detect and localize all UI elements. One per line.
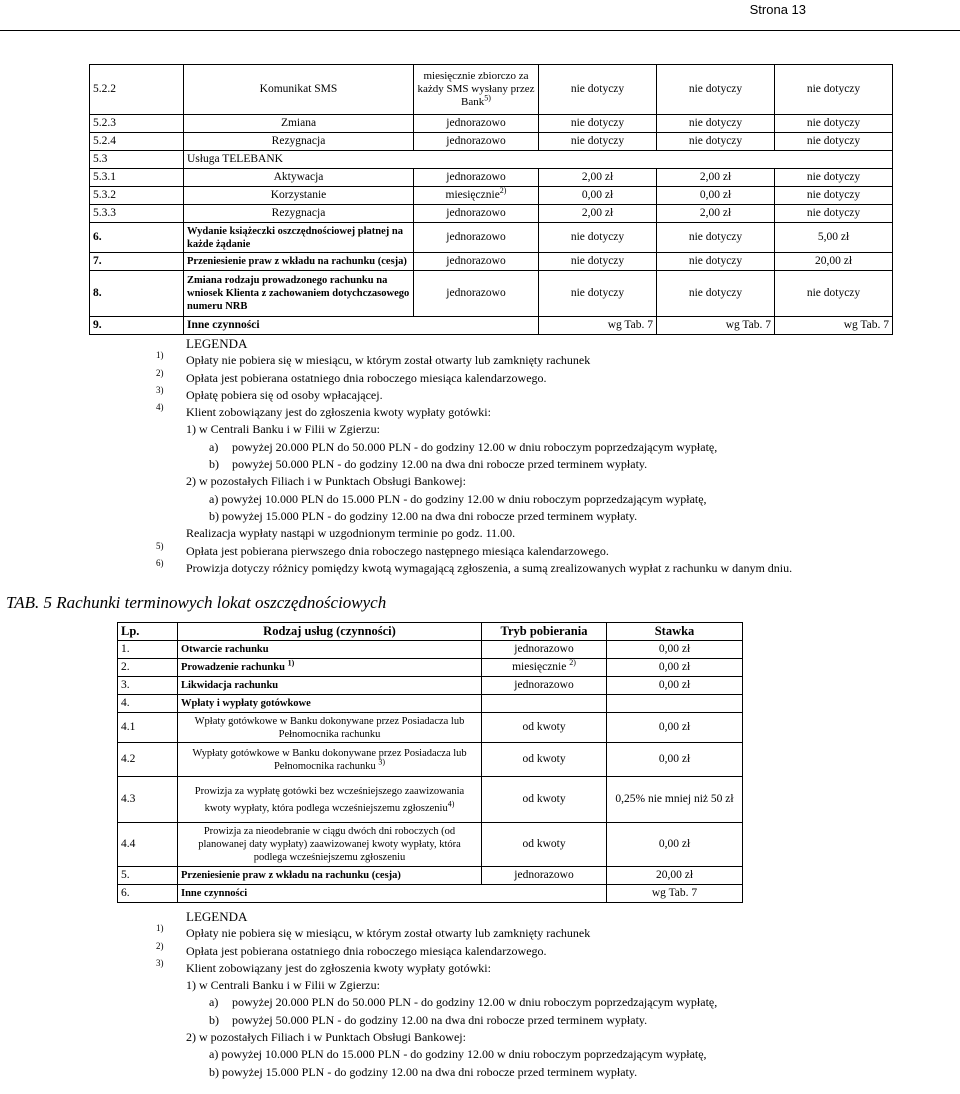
- footnote-ref: 2): [499, 186, 507, 196]
- lp-cell: 5.3.3: [90, 205, 184, 223]
- mode-cell: [482, 659, 607, 677]
- table-row: [118, 677, 743, 695]
- legend-text: Opłata jest pobierana ostatniego dnia roboczego miesiąca kalendarzowego.: [186, 943, 547, 958]
- table-row: [90, 133, 893, 151]
- footnote-ref: 5): [484, 93, 491, 103]
- lp-cell: 3.: [118, 677, 178, 695]
- lp-cell: 6.: [90, 223, 184, 253]
- table-header-row: [118, 623, 743, 641]
- legend-subitem: 2) w pozostałych Filiach i w Punktach Obsługi Bankowej:: [186, 474, 466, 489]
- lp-cell: 2.: [118, 659, 178, 677]
- table-row: [118, 777, 743, 823]
- value-cell: nie dotyczy: [775, 187, 893, 205]
- legend-text: powyżej 50.000 PLN - do godziny 12.00 na dwa dni robocze przed terminem wypłaty.: [232, 457, 648, 472]
- value-cell: nie dotyczy: [539, 253, 657, 271]
- mode-cell: jednorazowo: [414, 205, 539, 223]
- service-cell: [178, 659, 482, 677]
- service-text: Prowadzenie rachunku: [181, 662, 285, 673]
- mode-cell: jednorazowo: [414, 169, 539, 187]
- table-row: [90, 271, 893, 317]
- value-cell: 20,00 zł: [775, 253, 893, 271]
- legend-text: Prowizja dotyczy różnicy pomiędzy kwotą wymagającą zgłoszenia, a sumą zrealizowanych wypłat z rachunku w danym dniu.: [186, 560, 793, 575]
- legend-text: powyżej 20.000 PLN do 50.000 PLN - do godziny 12.00 w dniu roboczym poprzedzającym wypłatę,: [232, 995, 718, 1010]
- table-row: [118, 659, 743, 677]
- legend-item: [156, 404, 956, 421]
- mode-cell: jednorazowo: [414, 223, 539, 253]
- list-letter: a): [209, 995, 219, 1010]
- lp-cell: 4.2: [118, 743, 178, 777]
- value-cell: nie dotyczy: [657, 65, 775, 115]
- table-row: [118, 885, 743, 903]
- value-cell: nie dotyczy: [775, 115, 893, 133]
- legend-text: Opłata jest pobierana pierwszego dnia roboczego następnego miesiąca kalendarzowego.: [186, 543, 609, 558]
- service-cell: Inne czynności: [184, 317, 414, 335]
- value-cell: 5,00 zł: [775, 223, 893, 253]
- mode-text: miesięcznie zbiorczo za każdy SMS wysłany przez Bank: [417, 70, 535, 108]
- legend-subitem: [156, 1012, 956, 1029]
- mode-cell: jednorazowo: [482, 867, 607, 885]
- footnote-marker: 1): [156, 350, 164, 361]
- footnote-marker: 6): [156, 557, 164, 568]
- lp-cell: 6.: [118, 885, 178, 903]
- value-cell: nie dotyczy: [657, 271, 775, 317]
- value-cell: nie dotyczy: [539, 223, 657, 253]
- service-cell: Rezygnacja: [184, 205, 414, 223]
- legend-text: powyżej 20.000 PLN do 50.000 PLN - do godziny 12.00 w dniu roboczym poprzedzającym wypłatę,: [232, 439, 718, 454]
- list-letter: a): [209, 439, 219, 454]
- value-cell: wg Tab. 7: [539, 317, 657, 335]
- mode-cell: jednorazowo: [482, 677, 607, 695]
- table-row: [90, 169, 893, 187]
- mode-text: miesięcznie: [445, 189, 500, 201]
- rate-cell: [607, 695, 743, 713]
- table-row: [90, 65, 893, 115]
- service-cell: Aktywacja: [184, 169, 414, 187]
- rate-cell: 20,00 zł: [607, 867, 743, 885]
- legend-item: [156, 940, 956, 960]
- footnote-marker: 2): [156, 940, 164, 951]
- rate-cell: wg Tab. 7: [607, 885, 743, 903]
- legend-item: [156, 957, 956, 977]
- legend-subitem: b) powyżej 15.000 PLN - do godziny 12.00 na dwa dni robocze przed terminem wypłaty.: [209, 1064, 638, 1079]
- service-text: Prowizja za wypłatę gotówki bez wcześniejszego zaawizowania kwoty wypłaty, która podlega wcześniejszemu zgłoszeniu: [194, 785, 465, 814]
- rate-cell: 0,00 zł: [607, 677, 743, 695]
- legend-text: Klient zobowiązany jest do zgłoszenia kwoty wypłaty gotówki:: [186, 960, 491, 975]
- legend-subitem: a) powyżej 10.000 PLN do 15.000 PLN - do godziny 12.00 w dniu roboczym poprzedzającym wypłatę,: [209, 491, 707, 506]
- mode-cell: od kwoty: [482, 823, 607, 867]
- mode-text: miesięcznie: [512, 661, 567, 673]
- table-row: [90, 151, 893, 169]
- table-row: [118, 695, 743, 713]
- table-row: [90, 115, 893, 133]
- service-cell: Zmiana: [184, 115, 414, 133]
- footnote-marker: 1): [156, 923, 164, 934]
- lp-cell: 5.3: [90, 151, 184, 169]
- value-cell: nie dotyczy: [539, 115, 657, 133]
- mode-cell: [482, 885, 607, 903]
- legend-subitem: [156, 994, 956, 1011]
- col-header-rate: Stawka: [607, 623, 743, 641]
- legend-text: Opłatę pobiera się od osoby wpłacającej.: [186, 387, 383, 402]
- lp-cell: 9.: [90, 317, 184, 335]
- value-cell: 2,00 zł: [657, 205, 775, 223]
- mode-cell: od kwoty: [482, 713, 607, 743]
- mode-cell: jednorazowo: [482, 641, 607, 659]
- table-row: [90, 253, 893, 271]
- rate-cell: 0,25% nie mniej niż 50 zł: [607, 777, 743, 823]
- mode-cell: jednorazowo: [414, 253, 539, 271]
- service-cell: Przeniesienie praw z wkładu na rachunku (cesja): [178, 867, 482, 885]
- table-row: [118, 713, 743, 743]
- rate-cell: 0,00 zł: [607, 641, 743, 659]
- legend-1: [156, 335, 956, 577]
- value-cell: 0,00 zł: [539, 187, 657, 205]
- lp-cell: 7.: [90, 253, 184, 271]
- rate-cell: 0,00 zł: [607, 659, 743, 677]
- service-cell: Korzystanie: [184, 187, 414, 205]
- table-row: [118, 641, 743, 659]
- lp-cell: 5.2.2: [90, 65, 184, 115]
- legend-subitem: Realizacja wypłaty nastąpi w uzgodnionym terminie po godz. 11.00.: [186, 526, 516, 541]
- mode-cell: jednorazowo: [414, 133, 539, 151]
- mode-cell: [414, 317, 539, 335]
- footnote-marker: 2): [156, 367, 164, 378]
- table-row: [118, 867, 743, 885]
- lp-cell: 4.: [118, 695, 178, 713]
- legend-text: Opłaty nie pobiera się w miesiącu, w którym został otwarty lub zamknięty rachunek: [186, 926, 591, 941]
- mode-cell: od kwoty: [482, 777, 607, 823]
- service-cell: Likwidacja rachunku: [178, 677, 482, 695]
- value-cell: nie dotyczy: [539, 65, 657, 115]
- service-text: Wypłaty gotówkowe w Banku dokonywane przez Posiadacza lub Pełnomocnika rachunku: [192, 747, 467, 772]
- value-cell: nie dotyczy: [775, 133, 893, 151]
- lp-cell: 5.3.2: [90, 187, 184, 205]
- tab5-fee-table: [117, 622, 743, 903]
- lp-cell: 5.: [118, 867, 178, 885]
- legend-text: Opłata jest pobierana ostatniego dnia roboczego miesiąca kalendarzowego.: [186, 370, 547, 385]
- col-header-service: Rodzaj usług (czynności): [178, 623, 482, 641]
- col-header-mode: Tryb pobierania: [482, 623, 607, 641]
- legend-subitem: 2) w pozostałych Filiach i w Punktach Obsługi Bankowej:: [186, 1030, 466, 1045]
- table-row: [90, 187, 893, 205]
- legend-subitem: 1) w Centrali Banku i w Filii w Zgierzu:: [186, 978, 380, 993]
- lp-cell: 1.: [118, 641, 178, 659]
- lp-cell: 8.: [90, 271, 184, 317]
- service-cell: [178, 777, 482, 823]
- mode-cell: jednorazowo: [414, 115, 539, 133]
- value-cell: 2,00 zł: [539, 205, 657, 223]
- lp-cell: 5.3.1: [90, 169, 184, 187]
- table-row: [90, 317, 893, 335]
- value-cell: nie dotyczy: [539, 271, 657, 317]
- legend-item: [156, 367, 956, 387]
- header-divider: [0, 30, 960, 31]
- mode-cell: od kwoty: [482, 743, 607, 777]
- lp-cell: 4.1: [118, 713, 178, 743]
- legend-subitem: [156, 439, 956, 456]
- value-cell: wg Tab. 7: [657, 317, 775, 335]
- rate-cell: 0,00 zł: [607, 823, 743, 867]
- legend-2: [156, 908, 956, 1081]
- fee-table-continuation: [89, 64, 893, 335]
- service-cell: Przeniesienie praw z wkładu na rachunku (cesja): [184, 253, 414, 271]
- value-cell: nie dotyczy: [657, 133, 775, 151]
- value-cell: nie dotyczy: [657, 115, 775, 133]
- service-cell: [178, 743, 482, 777]
- footnote-marker: 3): [156, 957, 164, 968]
- legend-subitem: a) powyżej 10.000 PLN do 15.000 PLN - do godziny 12.00 w dniu roboczym poprzedzającym wypłatę,: [209, 1047, 707, 1062]
- value-cell: nie dotyczy: [775, 65, 893, 115]
- legend-subitem: 1) w Centrali Banku i w Filii w Zgierzu:: [186, 422, 380, 437]
- footnote-marker: 5): [156, 540, 164, 551]
- mode-cell: [482, 695, 607, 713]
- legend-title: LEGENDA: [186, 909, 248, 924]
- table-row: [118, 823, 743, 867]
- footnote-marker: 4): [156, 402, 164, 413]
- service-cell: Prowizja za nieodebranie w ciągu dwóch dni roboczych (od planowanej daty wypłaty) zaawizowanej kwoty wypłaty, która podlega wcześniejszemu zgłoszeniu: [178, 823, 482, 867]
- section-heading-cell: Usługa TELEBANK: [184, 151, 893, 169]
- footnote-marker: 3): [156, 384, 164, 395]
- legend-item: [156, 352, 956, 369]
- value-cell: nie dotyczy: [539, 133, 657, 151]
- col-header-lp: Lp.: [118, 623, 178, 641]
- mode-cell: [414, 187, 539, 205]
- rate-cell: 0,00 zł: [607, 713, 743, 743]
- service-cell: Otwarcie rachunku: [178, 641, 482, 659]
- rate-cell: 0,00 zł: [607, 743, 743, 777]
- value-cell: nie dotyczy: [775, 271, 893, 317]
- value-cell: nie dotyczy: [657, 253, 775, 271]
- legend-text: Klient zobowiązany jest do zgłoszenia kwoty wypłaty gotówki:: [186, 405, 491, 420]
- table-row: [118, 743, 743, 777]
- lp-cell: 4.4: [118, 823, 178, 867]
- legend-subitem: b) powyżej 15.000 PLN - do godziny 12.00 na dwa dni robocze przed terminem wypłaty.: [209, 508, 638, 523]
- legend-text: Opłaty nie pobiera się w miesiącu, w którym został otwarty lub zamknięty rachunek: [186, 353, 591, 368]
- service-cell: Komunikat SMS: [184, 65, 414, 115]
- service-cell: Wpłaty gotówkowe w Banku dokonywane przez Posiadacza lub Pełnomocnika rachunku: [178, 713, 482, 743]
- legend-subitem: [156, 456, 956, 473]
- mode-cell: [414, 65, 539, 115]
- list-letter: b): [209, 1012, 219, 1027]
- list-letter: b): [209, 457, 219, 472]
- footnote-ref: 1): [287, 658, 295, 668]
- legend-title: LEGENDA: [186, 336, 248, 351]
- value-cell: wg Tab. 7: [775, 317, 893, 335]
- value-cell: 2,00 zł: [539, 169, 657, 187]
- value-cell: 0,00 zł: [657, 187, 775, 205]
- table-title: TAB. 5 Rachunki terminowych lokat oszczędnościowych: [6, 593, 387, 612]
- page-number: Strona 13: [749, 2, 806, 17]
- value-cell: 2,00 zł: [657, 169, 775, 187]
- legend-item: [156, 384, 956, 404]
- legend-item: [156, 925, 956, 942]
- value-cell: nie dotyczy: [775, 169, 893, 187]
- mode-cell: jednorazowo: [414, 271, 539, 317]
- footnote-ref: 2): [569, 658, 576, 668]
- lp-cell: 5.2.4: [90, 133, 184, 151]
- legend-item: [156, 557, 956, 577]
- service-cell: Rezygnacja: [184, 133, 414, 151]
- value-cell: nie dotyczy: [775, 205, 893, 223]
- service-cell: Inne czynności: [178, 885, 482, 903]
- service-cell: Wydanie książeczki oszczędnościowej płatnej na każde żądanie: [184, 223, 414, 253]
- legend-item: [156, 540, 956, 560]
- table-row: [90, 205, 893, 223]
- table-row: [90, 223, 893, 253]
- lp-cell: 4.3: [118, 777, 178, 823]
- lp-cell: 5.2.3: [90, 115, 184, 133]
- footnote-ref: 3): [378, 757, 386, 766]
- legend-text: powyżej 50.000 PLN - do godziny 12.00 na dwa dni robocze przed terminem wypłaty.: [232, 1012, 648, 1027]
- service-cell: Wpłaty i wypłaty gotówkowe: [178, 695, 482, 713]
- value-cell: nie dotyczy: [657, 223, 775, 253]
- footnote-ref: 4): [447, 799, 455, 808]
- service-cell: Zmiana rodzaju prowadzonego rachunku na wniosek Klienta z zachowaniem dotychczasowego numeru NRB: [184, 271, 414, 317]
